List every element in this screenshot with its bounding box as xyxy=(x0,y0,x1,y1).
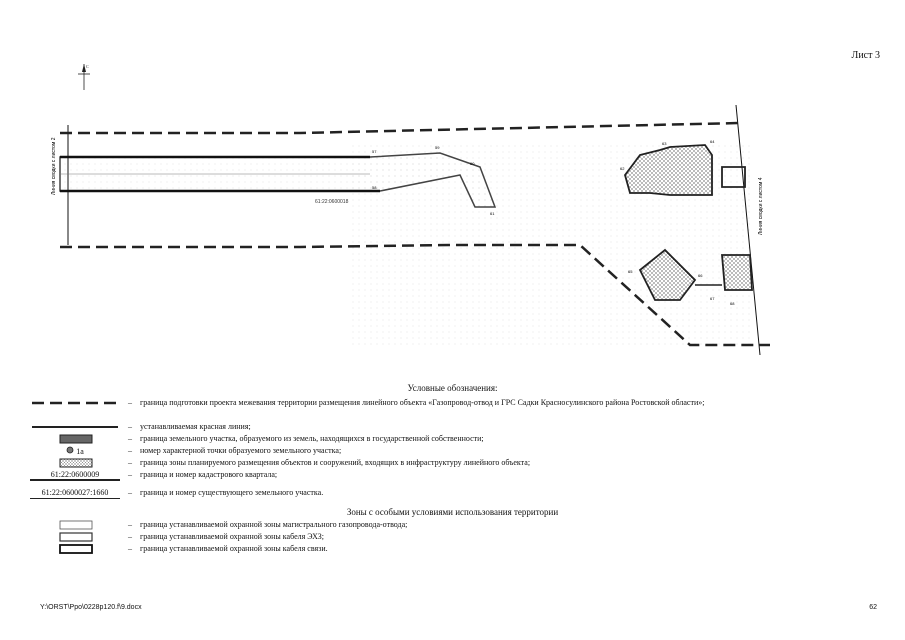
zones-title: Зоны с особыми условиями использования территории xyxy=(346,507,559,517)
zone-text: граница устанавливаемой охранной зоны кабеля связи. xyxy=(140,544,328,553)
svg-text:С: С xyxy=(86,64,89,69)
point-label: 65 xyxy=(628,269,633,274)
north-arrow-icon xyxy=(74,62,94,92)
zone-text: граница устанавливаемой охранной зоны кабеля ЭХЗ; xyxy=(140,532,324,541)
point-label: 57 xyxy=(372,149,377,154)
point-label: 58 xyxy=(372,185,377,190)
point-label: 61 xyxy=(490,211,495,216)
zone-text: граница устанавливаемой охранной зоны магистрального газопровода-отвода; xyxy=(140,520,408,529)
point-label: 62 xyxy=(620,166,625,171)
cadastral-quarter-symbol: 61:22:0600009 xyxy=(30,470,120,481)
site-plan xyxy=(50,95,780,365)
dashed-line-symbol xyxy=(30,398,120,408)
power-zone-symbol xyxy=(30,532,120,542)
red-line-symbol xyxy=(30,422,120,432)
point-label: 66 xyxy=(698,273,703,278)
point-label: 63 xyxy=(662,141,667,146)
legend-text: граница земельного участка, образуемого из земель, находящихся в государственной собственности; xyxy=(140,434,484,443)
sheet-number: Лист 3 xyxy=(851,50,880,61)
point-circle-icon xyxy=(66,446,74,454)
point-label: 68 xyxy=(730,301,735,306)
legend-text: устанавливаемая красная линия; xyxy=(140,422,251,431)
match-line-left-label: Линия сводки с листом 2 xyxy=(51,137,57,195)
comm-zone-symbol xyxy=(30,544,120,554)
point-label: 64 xyxy=(710,139,715,144)
parcel-lower-right-2 xyxy=(722,255,752,290)
cadastral-label: 61:22:0600018 xyxy=(315,199,349,205)
legend-text: граница и номер кадастрового квартала; xyxy=(140,470,278,479)
legend-text: граница зоны планируемого размещения объектов и сооружений, входящих в инфраструктуру линейного объекта; xyxy=(140,458,531,467)
match-line-right-label: Линия сводки с листом 4 xyxy=(758,177,764,235)
legend-text: номер характерной точки образуемого земельного участка; xyxy=(140,446,342,455)
planned-zone-symbol xyxy=(30,458,120,468)
state-land-symbol xyxy=(30,434,120,444)
page-number: 62 xyxy=(869,604,877,611)
point-label: 67 xyxy=(710,296,715,301)
gas-zone-symbol xyxy=(30,520,120,530)
legend-title: Условные обозначения: xyxy=(407,383,498,393)
project-boundary-top xyxy=(60,123,740,133)
legend-text: граница и номер существующего земельного участка. xyxy=(140,488,324,497)
file-path: Y:\ORST\Ppo\0228p120.f\9.docx xyxy=(40,604,142,611)
existing-parcel-symbol: 61:22:0600027:1660 xyxy=(30,488,120,499)
point-number-symbol: 1а xyxy=(30,446,120,456)
legend-text: граница подготовки проекта межевания территории размещения линейного объекта «Газопровод-отвод и ГРС Садки Красносулинского района Ростовской области»; xyxy=(140,398,705,407)
point-label: 59 xyxy=(435,145,440,150)
point-label: 60 xyxy=(470,161,475,166)
